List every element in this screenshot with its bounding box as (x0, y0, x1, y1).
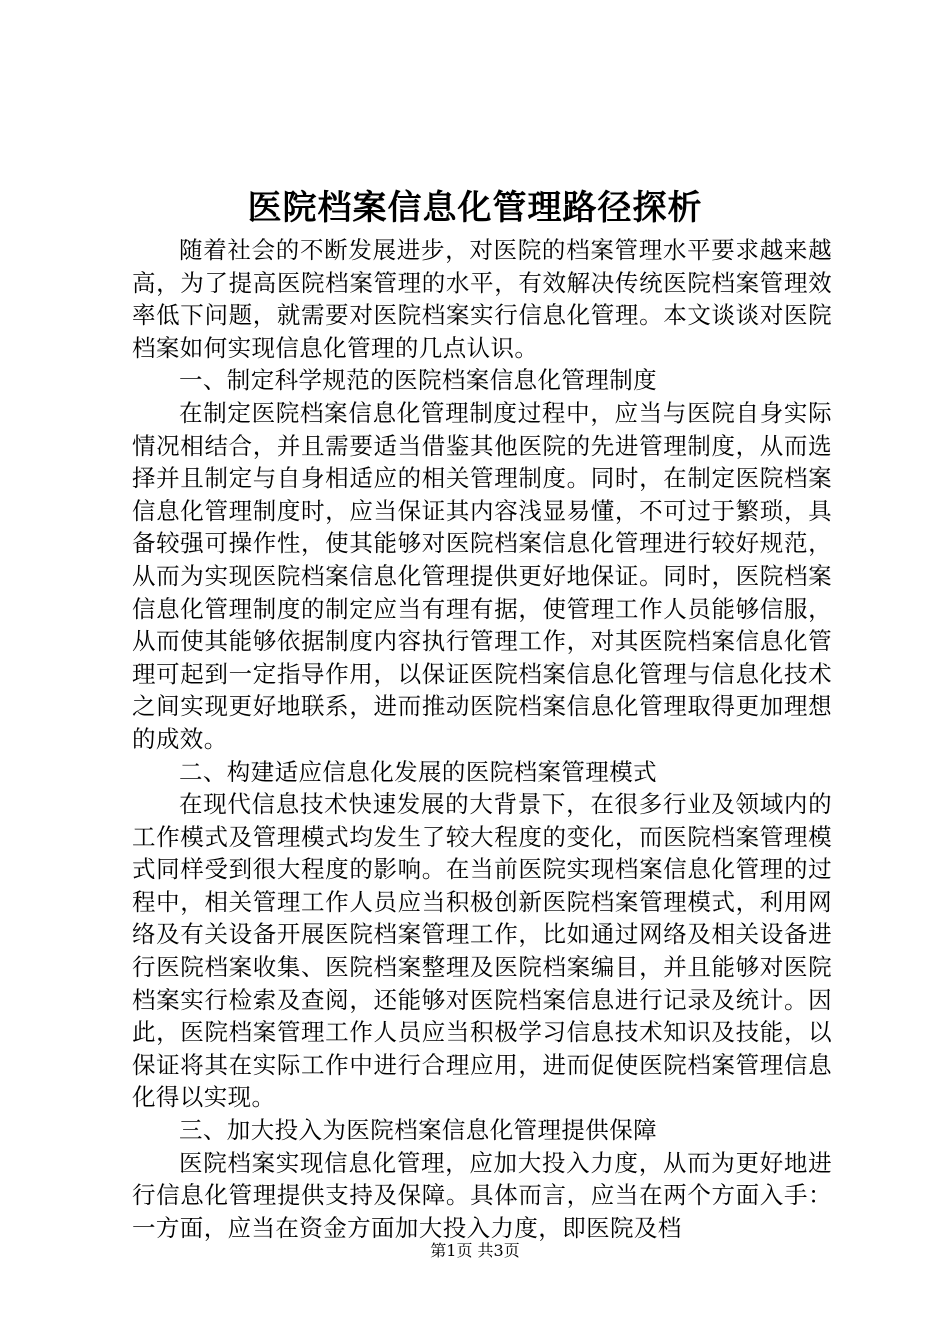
intro-paragraph: 随着社会的不断发展进步，对医院的档案管理水平要求越来越高，为了提高医院档案管理的水平，有效解决传统医院档案管理效率低下问题，就需要对医院档案实行信息化管理。本文谈谈对医院档案如何实现信息化管理的几点认识。 (132, 236, 832, 362)
section-paragraph-2: 在现代信息技术快速发展的大背景下，在很多行业及领域内的工作模式及管理模式均发生了较大程度的变化，而医院档案管理模式同样受到很大程度的影响。在当前医院实现档案信息化管理的过程中，相关管理工作人员应当积极创新医院档案管理模式，利用网络及有关设备开展医院档案管理工作，比如通过网络及相关设备进行医院档案收集、医院档案整理及医院档案编目，并且能够对医院档案实行检索及查阅，还能够对医院档案信息进行记录及统计。因此，医院档案管理工作人员应当积极学习信息技术知识及技能，以保证将其在实际工作中进行合理应用，进而促使医院档案管理信息化得以实现。 (132, 790, 832, 1112)
document-body (132, 234, 832, 1244)
section-heading-1: 一、制定科学规范的医院档案信息化管理制度 (179, 366, 657, 395)
page-number-footer: 第1页 共3页 (430, 1241, 520, 1260)
section-heading-2: 二、构建适应信息化发展的医院档案管理模式 (179, 757, 657, 786)
section-paragraph-1: 在制定医院档案信息化管理制度过程中，应当与医院自身实际情况相结合，并且需要适当借鉴其他医院的先进管理制度，从而选择并且制定与自身相适应的相关管理制度。同时，在制定医院档案信息化管理制度时，应当保证其内容浅显易懂，不可过于繁琐，具备较强可操作性，使其能够对医院档案信息化管理进行较好规范，从而为实现医院档案信息化管理提供更好地保证。同时，医院档案信息化管理制度的制定应当有理有据，使管理工作人员能够信服，从而使其能够依据制度内容执行管理工作，对其医院档案信息化管理可起到一定指导作用，以保证医院档案信息化管理与信息化技术之间实现更好地联系，进而推动医院档案信息化管理取得更加理想的成效。 (132, 398, 832, 753)
section-heading-3: 三、加大投入为医院档案信息化管理提供保障 (179, 1116, 657, 1145)
section-paragraph-3: 医院档案实现信息化管理，应加大投入力度，从而为更好地进行信息化管理提供支持及保障。具体而言，应当在两个方面入手：一方面，应当在资金方面加大投入力度，即医院及档 (132, 1148, 832, 1242)
document-title: 医院档案信息化管理路径探析 (247, 188, 703, 228)
